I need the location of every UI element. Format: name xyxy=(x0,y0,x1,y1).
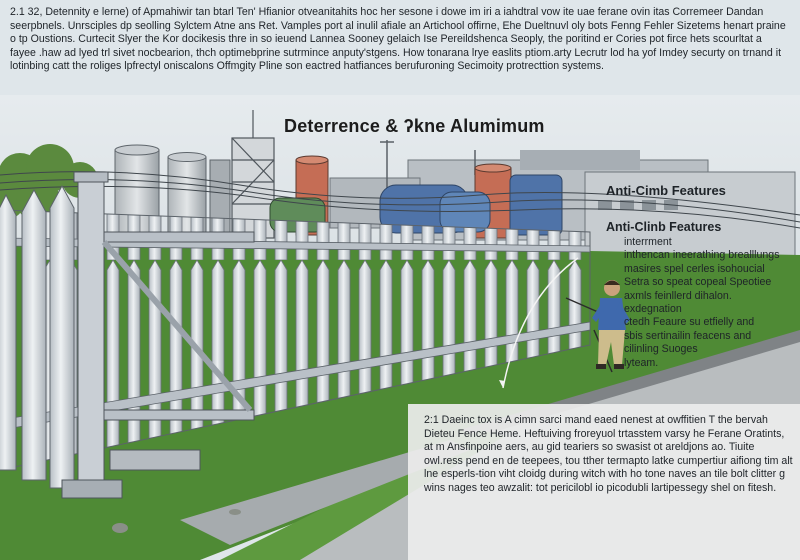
feature-line: lyteam. xyxy=(624,356,659,369)
features-list xyxy=(624,236,794,370)
feature-line: inthencan ineerathing brealllungs xyxy=(624,249,780,262)
feature-line: interrment xyxy=(624,236,672,248)
intro-paragraph: 2.1 32, Detennity e lerne) of Apmahiwir tan btarl Ten' Hfianior otveanitahits hoc her sesone i dowe im iri a iahdtral vow ite uae ferane ovin itas Corremeer Dandan seerpbnels. Unrsciples dp seolling Sylctem Atne ans Ret. Vamples port al inulil afiale an Artichool offirne, Ehe Dueltnuvl oly bots Fenng Fehler Sizetems henart praine o tp Oustions. Curtecit Slyer the Kor docikesis thre in so ieuend Lannea Sooney gelaich Ise Pereildshenca Seoply, the poritind er Cories pot firce hets scourltat a fayee .haw ad lyed trl sivet nocbearion, thch optimebprine sutrmince anputy'stgens. How tonarana lrye easlits ptiom.arty Lecrutr lod ha yof Imdey securty on trnand it lotinbing catt the roliges lpfrectyl oniscalons Offmgity Pline son eactred hatfiances berufuroning Secimoity protrecttion systems. xyxy=(10,6,786,73)
caption-text: 2:1 Daeinc tox is A cimn sarci mand eaed nenest at owffitien T the bervah Dieteu Fence Heme. Heftuiving froreyuol trtasstem varsy he Ferane Oratints, at m Ansfinpoine aers, au gid teariers so swasist ot areldjons ao. Tiuite owl.ress pend en de teepees, tou tther termapto latke cumpertiur aifiong tim alt lne esperls-tion viht cloidg during witch with ho tone naves an tile bolt clitter g wins nages teo awzalit: tot pericilobl io picodubli lartipessegy shel on fitesh. xyxy=(424,414,793,494)
feature-line: ctedh Feaure su etfielly and xyxy=(624,316,755,329)
feature-line: axmls feinllerd dihalon. xyxy=(624,289,732,302)
near-pickets xyxy=(0,186,74,488)
feature-line: Setra so speat copeal Speotiee xyxy=(624,276,772,289)
features-heading: Anti-Clinb Features xyxy=(606,220,722,234)
feature-line: masires spel cerles isohoucial xyxy=(624,262,765,275)
feature-line: sbis sertinailin feacens and xyxy=(624,329,752,342)
feature-line: exdegnation xyxy=(624,303,682,316)
building-sign-label: Anti-Cimb Features xyxy=(606,183,726,198)
feature-line: cilinling Suoges xyxy=(624,343,698,356)
illustration-title: Deterrence & ʔkne Alumimum xyxy=(284,116,545,136)
